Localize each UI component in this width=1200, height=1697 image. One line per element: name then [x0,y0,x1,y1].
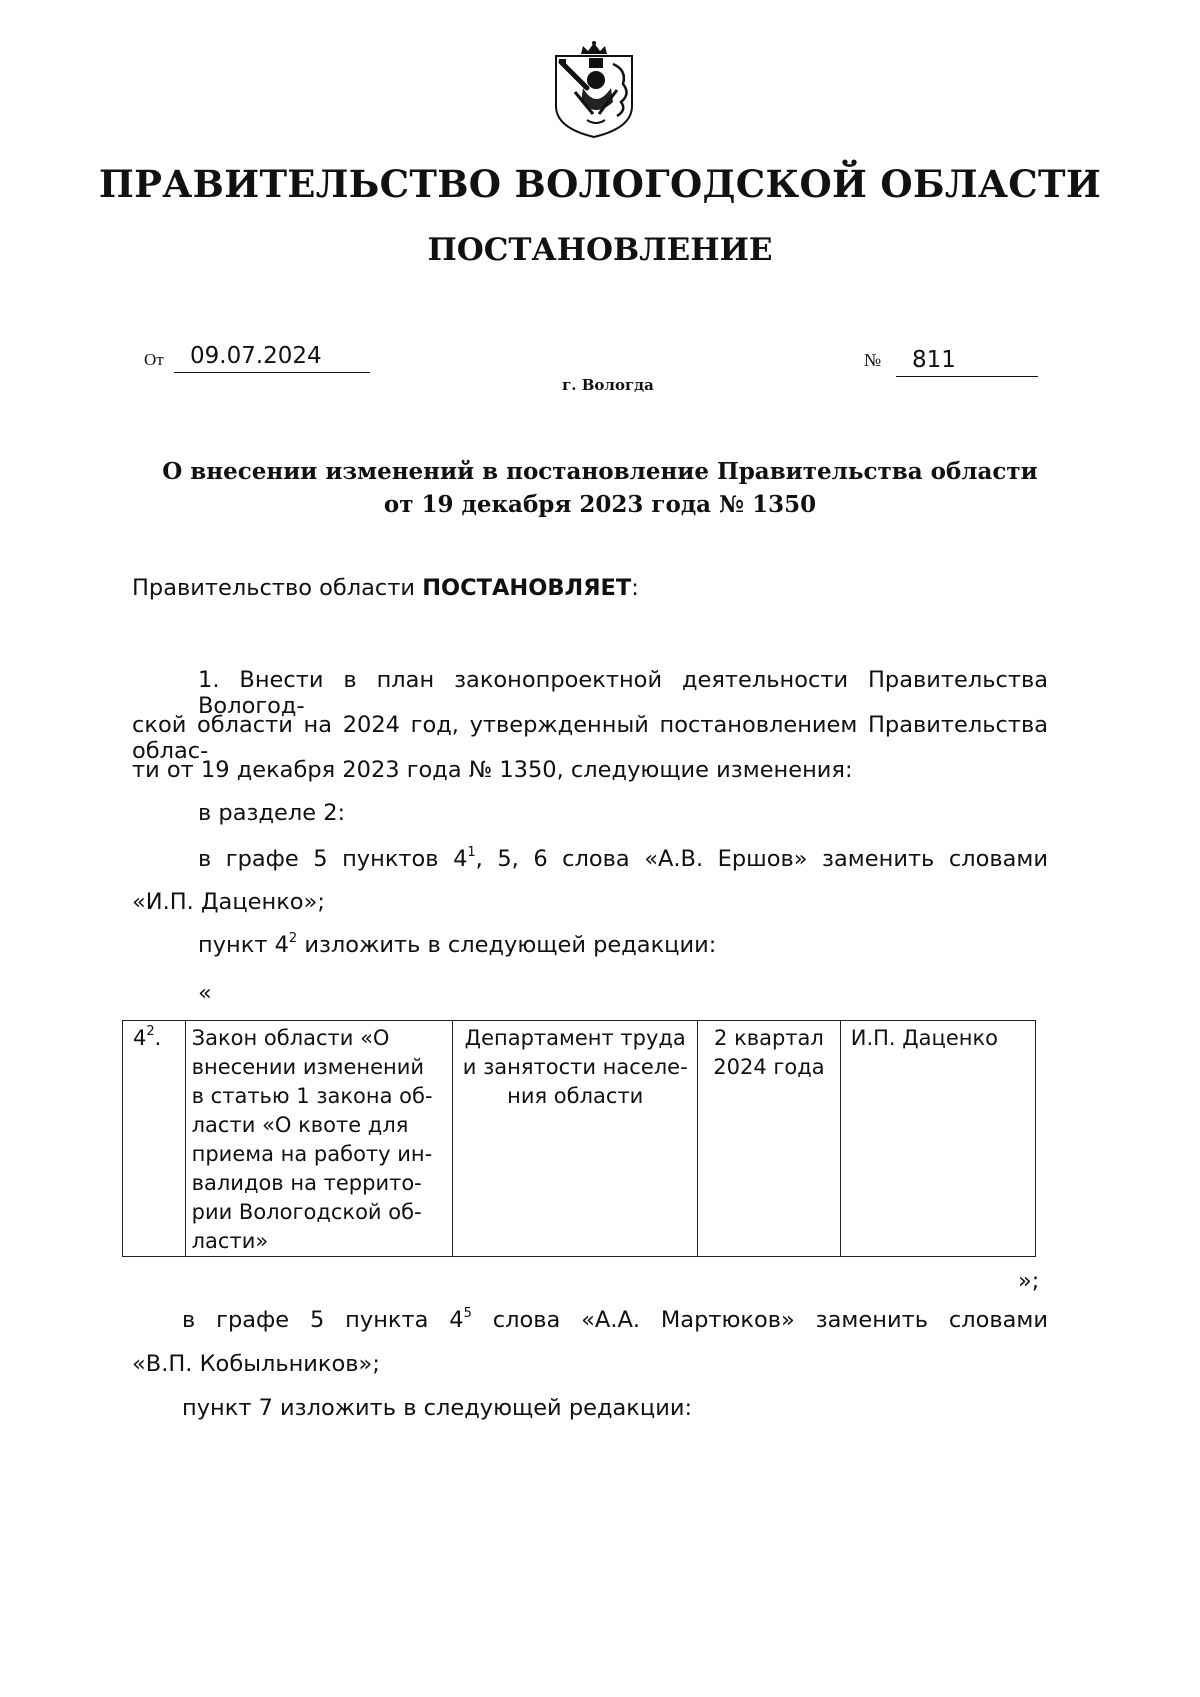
law-line: ласти «О квоте для [191,1113,409,1137]
p5-text-a: в графе 5 пункта 4 [182,1307,464,1333]
subject-line-1: О внесении изменений в постановление Правительства области [162,458,1038,485]
p4-text-a: пункт 4 [198,932,289,958]
paragraph-6: пункт 7 изложить в следующей редакции: [182,1395,693,1421]
paragraph-5-line-2: «В.П. Кобыльников»; [132,1351,380,1377]
law-line: приема на работу ин- [191,1142,433,1166]
item-number-suffix: . [154,1026,162,1050]
law-line: внесении изменений [191,1055,425,1079]
item-number-superscript: 2 [146,1024,155,1039]
date-value: 09.07.2024 [174,341,370,373]
item-number-base: 4 [133,1026,147,1050]
department-line: ния области [507,1084,644,1108]
paragraph-1-line-3: ти от 19 декабря 2023 года № 1350, следующие изменения: [132,757,853,783]
government-title: ПРАВИТЕЛЬСТВО ВОЛОГОДСКОЙ ОБЛАСТИ [98,162,1102,206]
subject-line-2: от 19 декабря 2023 года № 1350 [383,491,817,518]
p5-superscript: 5 [463,1306,472,1321]
cell-term [698,1021,841,1257]
number-value: 811 [896,345,1038,377]
cell-item-number [123,1021,186,1257]
paragraph-4 [198,932,716,958]
paragraph-1-line-1: 1. Внести в план законопроектной деятельности Правительства Вологод- [198,667,1048,719]
law-line: ласти» [191,1229,269,1253]
date-label: От [144,350,164,369]
table-row [123,1021,1036,1257]
p4-text-b: изложить в следующей редакции: [297,932,717,958]
coat-of-arms-emblem [553,40,635,140]
number-label: № [864,350,882,370]
law-line: Закон области «О [191,1026,390,1050]
city-name: г. Вологда [562,376,654,394]
p3-text-a: в графе 5 пунктов 4 [198,846,468,872]
paragraph-section: в разделе 2: [198,800,346,826]
intro-suffix: : [631,575,639,601]
p3-superscript: 1 [467,845,476,860]
law-line: в статью 1 закона об- [191,1084,433,1108]
p3-text-b: , 5, 6 слова «А.В. Ершов» заменить словами [475,846,1048,872]
intro-bold: ПОСТАНОВЛЯЕТ [422,575,632,601]
cell-responsible: И.П. Даценко [840,1021,1035,1257]
cell-law-title [185,1021,453,1257]
paragraph-3-line-1 [198,846,1048,872]
term-line: 2024 года [713,1055,825,1079]
paragraph-5-line-1 [182,1307,1048,1333]
p5-text-b: слова «А.А. Мартюков» заменить словами [471,1307,1048,1333]
department-line: Департамент труда [464,1026,686,1050]
law-line: рии Вологодской об- [191,1200,422,1224]
law-line: валидов на террито- [191,1171,422,1195]
intro-paragraph [132,575,639,601]
paragraph-1-line-2: ской области на 2024 год, утвержденный постановлением Правительства облас- [132,712,1048,764]
intro-prefix: Правительство области [132,575,423,601]
department-line: и занятости населе- [462,1055,688,1079]
document-type: ПОСТАНОВЛЕНИЕ [427,232,773,268]
paragraph-3-line-2: «И.П. Даценко»; [132,889,325,915]
quote-open: « [198,980,212,1006]
quote-close: »; [1018,1268,1040,1294]
cell-department [453,1021,698,1257]
amendment-table [122,1020,1036,1257]
p4-superscript: 2 [288,931,298,946]
term-line: 2 квартал [714,1026,824,1050]
